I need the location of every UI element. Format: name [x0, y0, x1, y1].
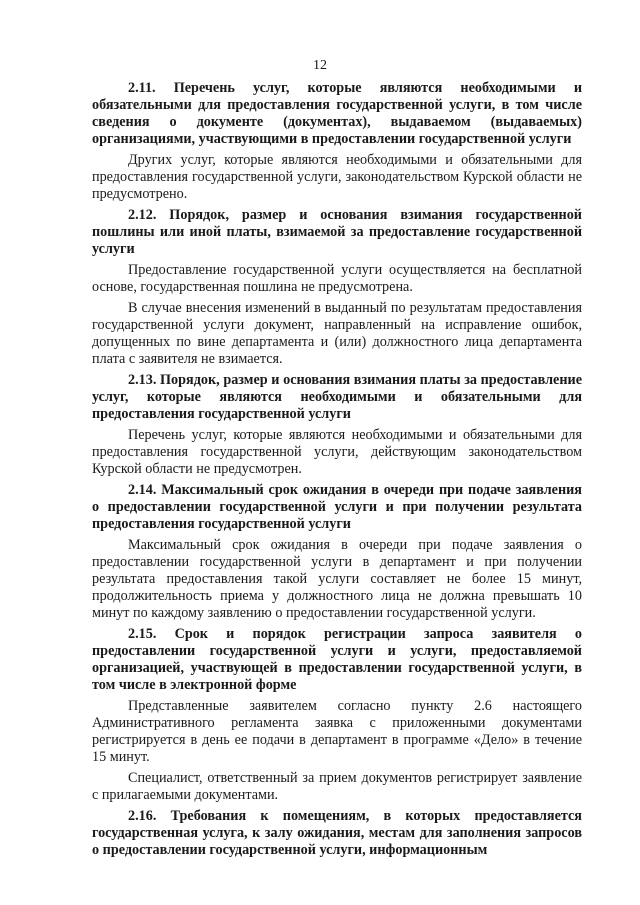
paragraph: Предоставление государственной услуги осуществляется на бесплатной основе, государственная пошлина не предусмотрена.	[92, 262, 582, 295]
section-heading-2-13: 2.13. Порядок, размер и основания взимания платы за предоставление услуг, которые являются необходимыми и обязательными для предоставления государственной услуги	[92, 372, 582, 422]
section-heading-2-11: 2.11. Перечень услуг, которые являются необходимыми и обязательными для предоставления государственной услуги, в том числе сведения о документе (документах), выдаваемом (выдаваемых) организациями, участвующими в предоставлении государственной услуги	[92, 80, 582, 147]
section-heading-2-12: 2.12. Порядок, размер и основания взимания государственной пошлины или иной платы, взимаемой за предоставление государственной услуги	[92, 207, 582, 257]
document-body	[92, 80, 582, 863]
paragraph: Специалист, ответственный за прием документов регистрирует заявление с прилагаемыми документами.	[92, 770, 582, 803]
section-heading-2-15: 2.15. Срок и порядок регистрации запроса заявителя о предоставлении государственной услуги и услуги, предоставляемой организацией, участвующей в предоставлении государственной услуги, в том числе в электронной форме	[92, 626, 582, 693]
paragraph: Максимальный срок ожидания в очереди при подаче заявления о предоставлении государственной услуги в департамент и при получении результата предоставления такой услуги составляет не более 15 минут, продолжительность приема у должностного лица не должна превышать 10 минут по каждому заявлению о предоставлении государственной услуги.	[92, 537, 582, 621]
paragraph: Других услуг, которые являются необходимыми и обязательными для предоставления государственной услуги, законодательством Курской области не предусмотрено.	[92, 152, 582, 202]
section-heading-2-14: 2.14. Максимальный срок ожидания в очереди при подаче заявления о предоставлении государственной услуги и при получении результата предоставления государственной услуги	[92, 482, 582, 532]
paragraph: Представленные заявителем согласно пункту 2.6 настоящего Административного регламента заявка с приложенными документами регистрируется в день ее подачи в департамент в программе «Дело» в течение 15 минут.	[92, 698, 582, 765]
paragraph: Перечень услуг, которые являются необходимыми и обязательными для предоставления государственной услуги, действующим законодательством Курской области не предусмотрен.	[92, 427, 582, 477]
section-heading-2-16: 2.16. Требования к помещениям, в которых предоставляется государственная услуга, к залу ожидания, местам для заполнения запросов о предоставлении государственной услуги, информационным	[92, 808, 582, 858]
page-number: 12	[313, 58, 327, 73]
paragraph: В случае внесения изменений в выданный по результатам предоставления государственной услуги документ, направленный на исправление ошибок, допущенных по вине департамента и (или) должностного лица департамента плата с заявителя не взимается.	[92, 300, 582, 367]
